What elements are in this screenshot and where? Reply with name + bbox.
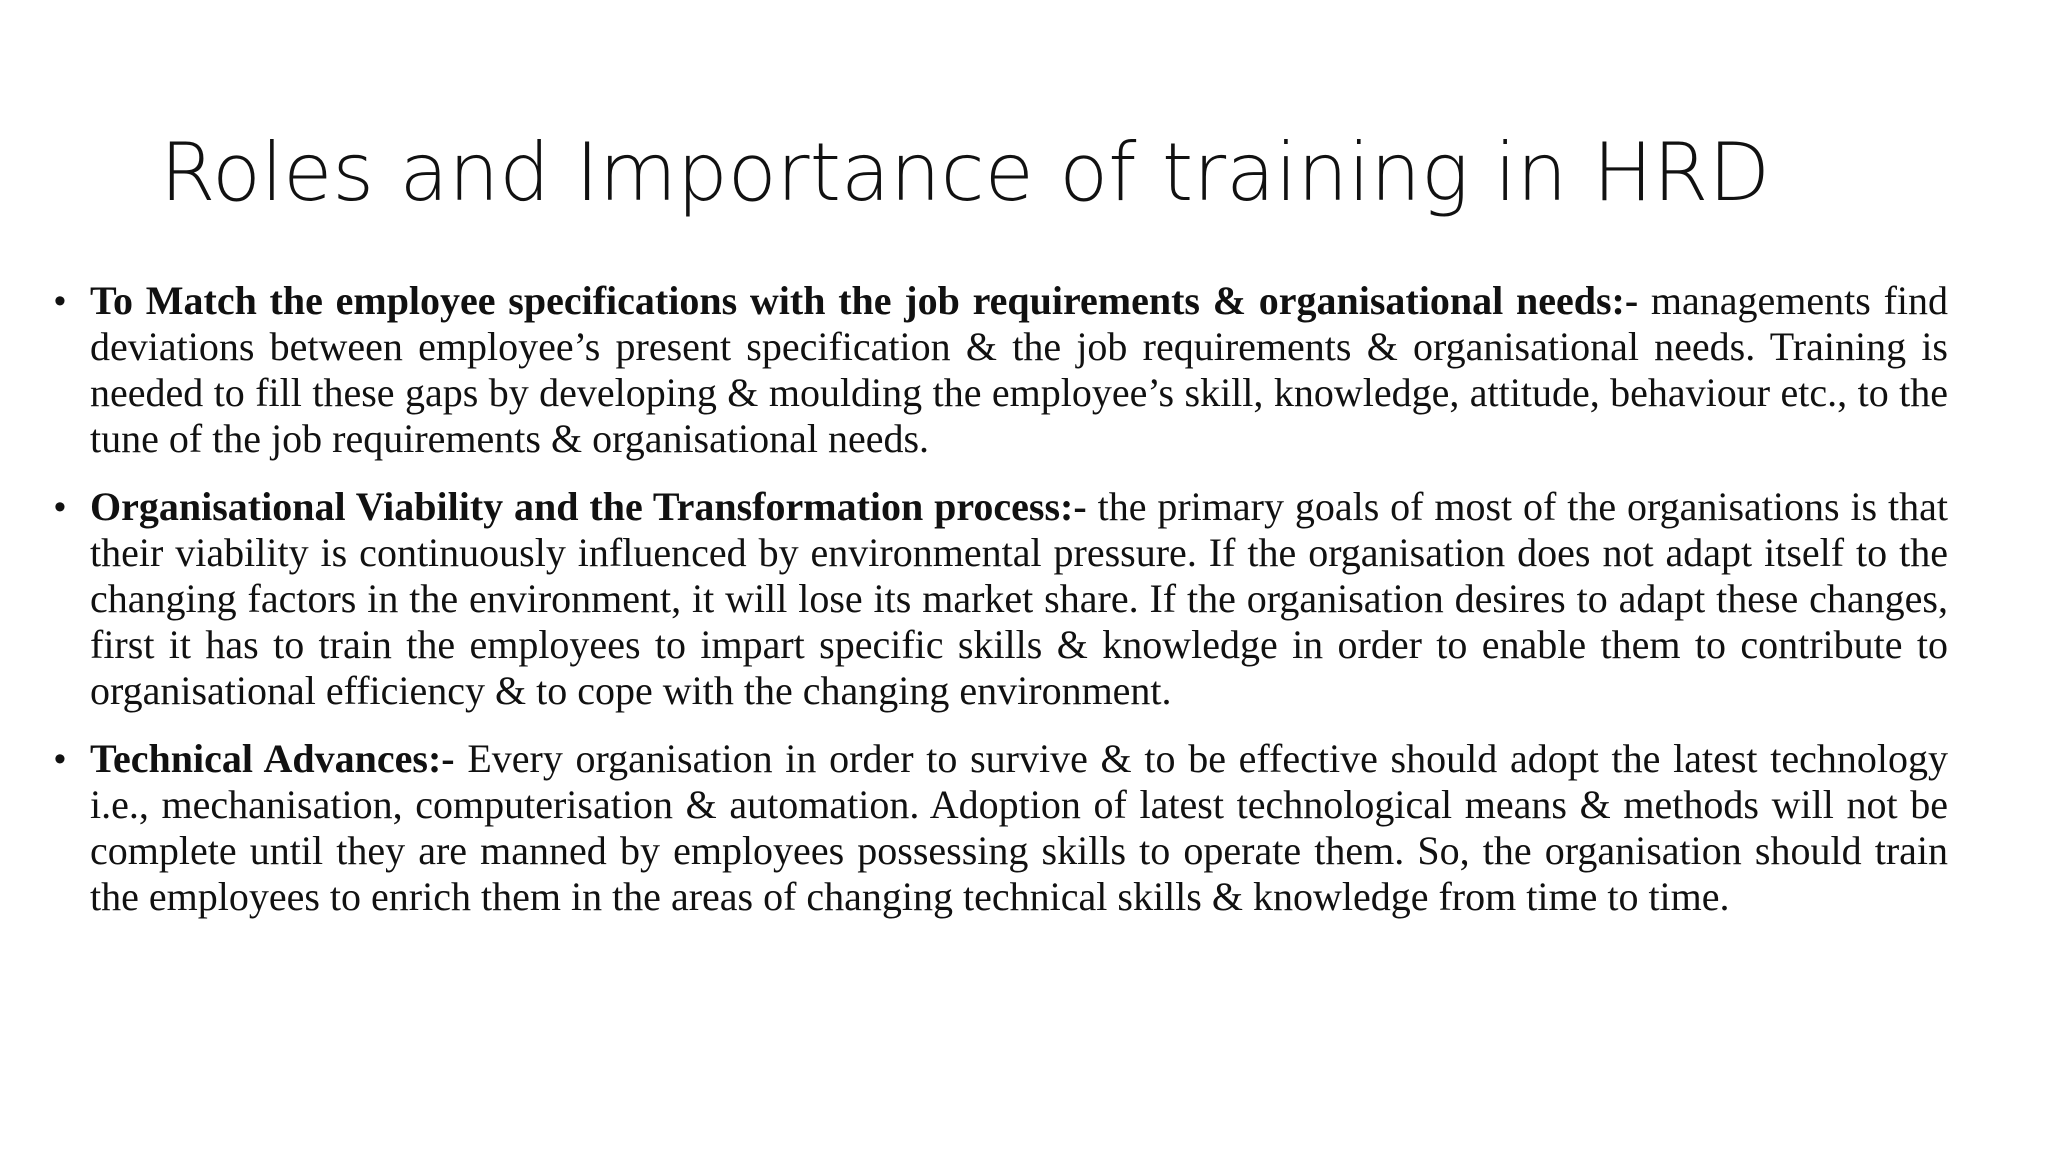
bullet-text: the primary goals of most of the organisations is that their viability is continuously influenced by environmental pressure. If the organisation does not adapt itself to the changing factors in the environment, it will lose its market share. If the organisation desires to adapt these changes, first it has to train the employees to impart specific skills & knowledge in order to enable them to contribute to organisational efficiency & to cope with the changing environment.: [90, 484, 1948, 713]
bullet-list: [48, 278, 1948, 942]
bullet-text: managements find deviations between employee’s present specification & the job requirements & organisational needs. Training is needed to fill these gaps by developing & moulding the employee’s skill, knowledge, attitude, behaviour etc., to the tune of the job requirements & organisational needs.: [90, 278, 1949, 461]
bullet-dot-icon: •: [54, 488, 66, 526]
bullet-dot-icon: •: [54, 740, 66, 778]
bullet-dot-icon: •: [54, 282, 66, 320]
bullet-item-match-specifications: [48, 278, 1948, 462]
bullet-heading: To Match the employee specifications with the job requirements & organisational needs:-: [90, 278, 1639, 323]
bullet-heading: Technical Advances:-: [90, 736, 455, 781]
bullet-text: Every organisation in order to survive & to be effective should adopt the latest technology i.e., mechanisation, computerisation & automation. Adoption of latest technological means & methods will not be complete until they are manned by employees possessing skills to operate them. So, the organisation should train the employees to enrich them in the areas of changing technical skills & knowledge from time to time.: [90, 736, 1949, 919]
slide-title: Roles and Importance of training in HRD: [160, 126, 1771, 219]
bullet-item-organisational-viability: [48, 484, 1948, 714]
bullet-item-technical-advances: [48, 736, 1948, 920]
bullet-heading: Organisational Viability and the Transformation process:-: [90, 484, 1087, 529]
